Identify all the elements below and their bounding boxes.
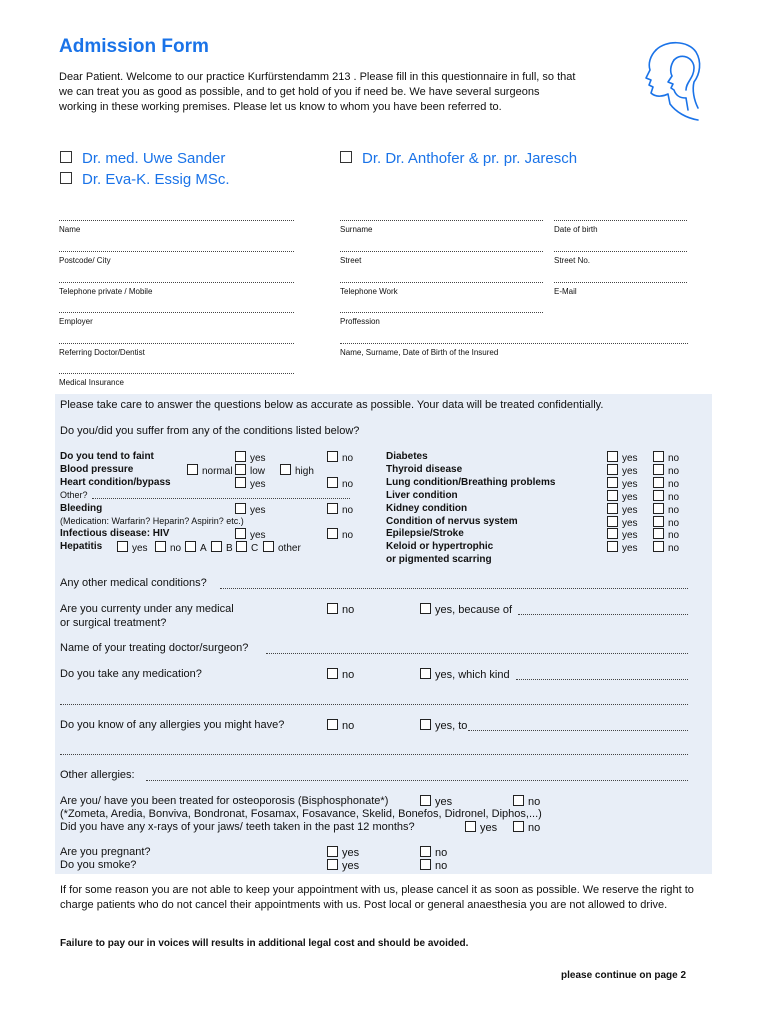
heart-label: Heart condition/bypass (60, 477, 171, 488)
checkbox-icon[interactable] (327, 846, 338, 857)
checkbox-icon[interactable] (607, 451, 618, 462)
intro-text: Dear Patient. Welcome to our practice Kurfürstendamm 213 . Please fill in this questionnaire in full, so that we can treat you as good as possible, and to get hold of you if need be. We have several surgeons working in these working premises. Please let us know to whom you have been referred to. (59, 71, 576, 113)
checkbox-icon[interactable] (327, 477, 338, 488)
name-label: Name (59, 225, 81, 234)
page-title: Admission Form (59, 36, 209, 57)
checkbox-icon[interactable] (187, 464, 198, 475)
hiv-yes[interactable]: yes (235, 528, 266, 541)
checkbox-icon[interactable] (280, 464, 291, 475)
employer-line[interactable] (59, 312, 294, 313)
profession-label: Proffession (340, 317, 380, 326)
other-line[interactable] (92, 498, 350, 499)
smoke-yes[interactable]: yes (327, 859, 359, 872)
street-label: Street (340, 256, 362, 265)
continue-note: please continue on page 2 (561, 970, 687, 981)
surgeon-label: Name of your treating doctor/surgeon? (60, 642, 249, 654)
bp-high[interactable]: high (280, 464, 314, 477)
xray-no[interactable]: no (513, 821, 540, 834)
doctor-label: Dr. Eva-K. Essig MSc. (82, 171, 230, 188)
checkbox-icon[interactable] (117, 541, 128, 552)
checkbox-icon[interactable] (60, 172, 72, 184)
faint-no[interactable]: no (327, 451, 353, 464)
checkbox-icon[interactable] (607, 541, 618, 552)
condition-label: Thyroid disease (386, 464, 463, 475)
condition-no[interactable]: no (653, 516, 679, 529)
smoke-no[interactable]: no (420, 859, 447, 872)
checkbox-icon[interactable] (420, 668, 431, 679)
tel-private-line[interactable] (59, 282, 294, 283)
bp-low[interactable]: low (235, 464, 265, 477)
condition-yes[interactable]: yes (607, 503, 638, 516)
allergies-yes[interactable]: yes, to (420, 719, 467, 732)
referring-line[interactable] (59, 343, 294, 344)
osteoporosis-no[interactable]: no (513, 795, 540, 808)
checkbox-icon[interactable] (211, 541, 222, 552)
checkbox-icon[interactable] (235, 528, 246, 539)
allergies-label: Do you know of any allergies you might have? (60, 719, 285, 731)
checkbox-icon[interactable] (263, 541, 274, 552)
surgical-reason-line[interactable] (518, 614, 688, 615)
condition-no[interactable]: no (653, 464, 679, 477)
allergies-to-line[interactable] (468, 730, 688, 731)
medication-no[interactable]: no (327, 668, 354, 681)
osteoporosis-note: (*Zometa, Aredia, Bonviva, Bondronat, Fosamax, Fosavance, Skelid, Bonefos, Didronel, Diphos,...) (60, 808, 542, 820)
checkbox-icon[interactable] (513, 821, 524, 832)
checkbox-icon[interactable] (155, 541, 166, 552)
checkbox-icon[interactable] (236, 541, 247, 552)
checkbox-icon[interactable] (653, 464, 664, 475)
checkbox-icon[interactable] (653, 503, 664, 514)
insurance-label: Medical Insurance (59, 378, 124, 387)
hepatitis-other[interactable]: other (263, 541, 301, 554)
checkbox-icon[interactable] (420, 859, 431, 870)
hepatitis-c[interactable]: C (236, 541, 258, 554)
checkbox-icon[interactable] (513, 795, 524, 806)
cancellation-text: If for some reason you are not able to keep your appointment with us, please cancel it as soon as possible. We reserve the right to charge patients who do not cancel their appointments with us. Post local or general anaesthesia you are not allowed to drive. (60, 884, 694, 911)
other-label: Other? (60, 490, 88, 500)
tel-private-label: Telephone private / Mobile (59, 287, 153, 296)
checkbox-icon[interactable] (653, 528, 664, 539)
checkbox-icon[interactable] (327, 859, 338, 870)
surgical-label-1: Are you currenty under any medical (60, 603, 234, 615)
checkbox-icon[interactable] (653, 541, 664, 552)
checkbox-icon[interactable] (235, 464, 246, 475)
surgeon-line[interactable] (266, 653, 688, 654)
hepatitis-label: Hepatitis (60, 541, 103, 552)
street-no-line[interactable] (554, 251, 687, 252)
medication-extra-line[interactable] (60, 704, 688, 705)
bp-label: Blood pressure (60, 464, 134, 475)
medication-kind-line[interactable] (516, 679, 688, 680)
surgical-no[interactable]: no (327, 603, 354, 616)
bleeding-no[interactable]: no (327, 503, 353, 516)
surgical-yes[interactable]: yes, because of (420, 603, 512, 616)
surgical-label-2: or surgical treatment? (60, 617, 167, 629)
surname-line[interactable] (340, 220, 543, 221)
postcode-label: Postcode/ City (59, 256, 111, 265)
checkbox-icon[interactable] (235, 503, 246, 514)
postcode-line[interactable] (59, 251, 294, 252)
insured-line[interactable] (340, 343, 688, 344)
condition-no[interactable]: no (653, 528, 679, 541)
surname-label: Surname (340, 225, 373, 234)
condition-label: Liver condition (386, 490, 458, 501)
condition-label: or pigmented scarring (386, 554, 492, 565)
name-line[interactable] (59, 220, 294, 221)
condition-yes[interactable]: yes (607, 490, 638, 503)
doctor-label: Dr. med. Uwe Sander (82, 150, 226, 167)
doctor-option-essig[interactable] (60, 171, 230, 188)
checkbox-icon[interactable] (60, 151, 72, 163)
condition-yes[interactable]: yes (607, 451, 638, 464)
heart-no[interactable]: no (327, 477, 353, 490)
smoke-label: Do you smoke? (60, 859, 137, 871)
condition-yes[interactable]: yes (607, 464, 638, 477)
tel-work-label: Telephone Work (340, 287, 398, 296)
hepatitis-a[interactable]: A (185, 541, 207, 554)
checkbox-icon[interactable] (420, 795, 431, 806)
pregnant-label: Are you pregnant? (60, 846, 151, 858)
checkbox-icon[interactable] (653, 516, 664, 527)
condition-no[interactable]: no (653, 490, 679, 503)
xray-yes[interactable]: yes (465, 821, 497, 834)
checkbox-icon[interactable] (653, 451, 664, 462)
notice-text: Please take care to answer the questions below as accurate as possible. Your data will be treated confidentially. (60, 399, 604, 411)
condition-yes[interactable]: yes (607, 477, 638, 490)
pregnant-no[interactable]: no (420, 846, 447, 859)
checkbox-icon[interactable] (607, 528, 618, 539)
checkbox-icon[interactable] (235, 477, 246, 488)
condition-yes[interactable]: yes (607, 541, 638, 554)
checkbox-icon[interactable] (327, 668, 338, 679)
checkbox-icon[interactable] (607, 490, 618, 501)
checkbox-icon[interactable] (420, 603, 431, 614)
checkbox-icon[interactable] (607, 503, 618, 514)
checkbox-icon[interactable] (327, 451, 338, 462)
condition-label: Lung condition/Breathing problems (386, 477, 556, 488)
checkbox-icon[interactable] (327, 528, 338, 539)
hiv-label: Infectious disease: HIV (60, 528, 170, 539)
checkbox-icon[interactable] (340, 151, 352, 163)
insured-label: Name, Surname, Date of Birth of the Insured (340, 348, 499, 357)
email-label: E-Mail (554, 287, 577, 296)
faint-label: Do you tend to faint (60, 451, 154, 462)
condition-no[interactable]: no (653, 503, 679, 516)
doctor-option-sander[interactable] (60, 150, 225, 167)
checkbox-icon[interactable] (653, 490, 664, 501)
condition-label: Epilepsie/Stroke (386, 528, 464, 539)
checkbox-icon[interactable] (327, 719, 338, 730)
other-allergies-label: Other allergies: (60, 769, 135, 781)
dob-label: Date of birth (554, 225, 598, 234)
allergies-no[interactable]: no (327, 719, 354, 732)
pregnant-yes[interactable]: yes (327, 846, 359, 859)
doctor-label: Dr. Dr. Anthofer & pr. pr. Jaresch (362, 150, 578, 167)
faint-yes[interactable]: yes (235, 451, 266, 464)
bp-normal[interactable]: normal (187, 464, 233, 477)
other-conditions-label: Any other medical conditions? (60, 577, 207, 589)
bleeding-label: Bleeding (60, 503, 103, 514)
checkbox-icon[interactable] (420, 719, 431, 730)
condition-label: Diabetes (386, 451, 428, 462)
checkbox-icon[interactable] (607, 464, 618, 475)
other-allergies-line[interactable] (146, 780, 688, 781)
medication-note: (Medication: Warfarin? Heparin? Aspirin? etc.) (60, 516, 244, 526)
bleeding-yes[interactable]: yes (235, 503, 266, 516)
street-line[interactable] (340, 251, 543, 252)
checkbox-icon[interactable] (327, 503, 338, 514)
profession-line[interactable] (340, 312, 543, 313)
hepatitis-b[interactable]: B (211, 541, 233, 554)
checkbox-icon[interactable] (185, 541, 196, 552)
dob-line[interactable] (554, 220, 687, 221)
condition-no[interactable]: no (653, 477, 679, 490)
checkbox-icon[interactable] (235, 451, 246, 462)
osteoporosis-label: Are you/ have you been treated for osteoporosis (Bisphosphonate*) (60, 795, 389, 807)
condition-label: Keloid or hypertrophic (386, 541, 494, 552)
allergies-extra-line[interactable] (60, 754, 688, 755)
other-conditions-line[interactable] (220, 588, 688, 589)
street-no-label: Street No. (554, 256, 591, 265)
hepatitis-no[interactable]: no (155, 541, 181, 554)
hiv-no[interactable]: no (327, 528, 353, 541)
condition-no[interactable]: no (653, 541, 679, 554)
xray-label: Did you have any x-rays of your jaws/ teeth taken in the past 12 months? (60, 821, 415, 833)
insurance-line[interactable] (59, 373, 294, 374)
head-profiles-icon (636, 38, 716, 130)
condition-no[interactable]: no (653, 451, 679, 464)
checkbox-icon[interactable] (607, 477, 618, 488)
osteoporosis-yes[interactable]: yes (420, 795, 452, 808)
checkbox-icon[interactable] (607, 516, 618, 527)
condition-yes[interactable]: yes (607, 528, 638, 541)
checkbox-icon[interactable] (465, 821, 476, 832)
doctor-option-anthofer[interactable] (340, 150, 577, 167)
medication-yes[interactable]: yes, which kind (420, 668, 510, 681)
checkbox-icon[interactable] (420, 846, 431, 857)
conditions-question: Do you/did you suffer from any of the conditions listed below? (60, 425, 360, 437)
condition-label: Condition of nervus system (386, 516, 518, 527)
medication-label: Do you take any medication? (60, 668, 202, 680)
email-line[interactable] (554, 282, 687, 283)
condition-yes[interactable]: yes (607, 516, 638, 529)
checkbox-icon[interactable] (327, 603, 338, 614)
employer-label: Employer (59, 317, 93, 326)
tel-work-line[interactable] (340, 282, 543, 283)
hepatitis-yes[interactable]: yes (117, 541, 148, 554)
heart-yes[interactable]: yes (235, 477, 266, 490)
checkbox-icon[interactable] (653, 477, 664, 488)
condition-label: Kidney condition (386, 503, 468, 514)
payment-warning: Failure to pay our in voices will results in additional legal cost and should be avoided. (60, 938, 469, 949)
referring-label: Referring Doctor/Dentist (59, 348, 145, 357)
